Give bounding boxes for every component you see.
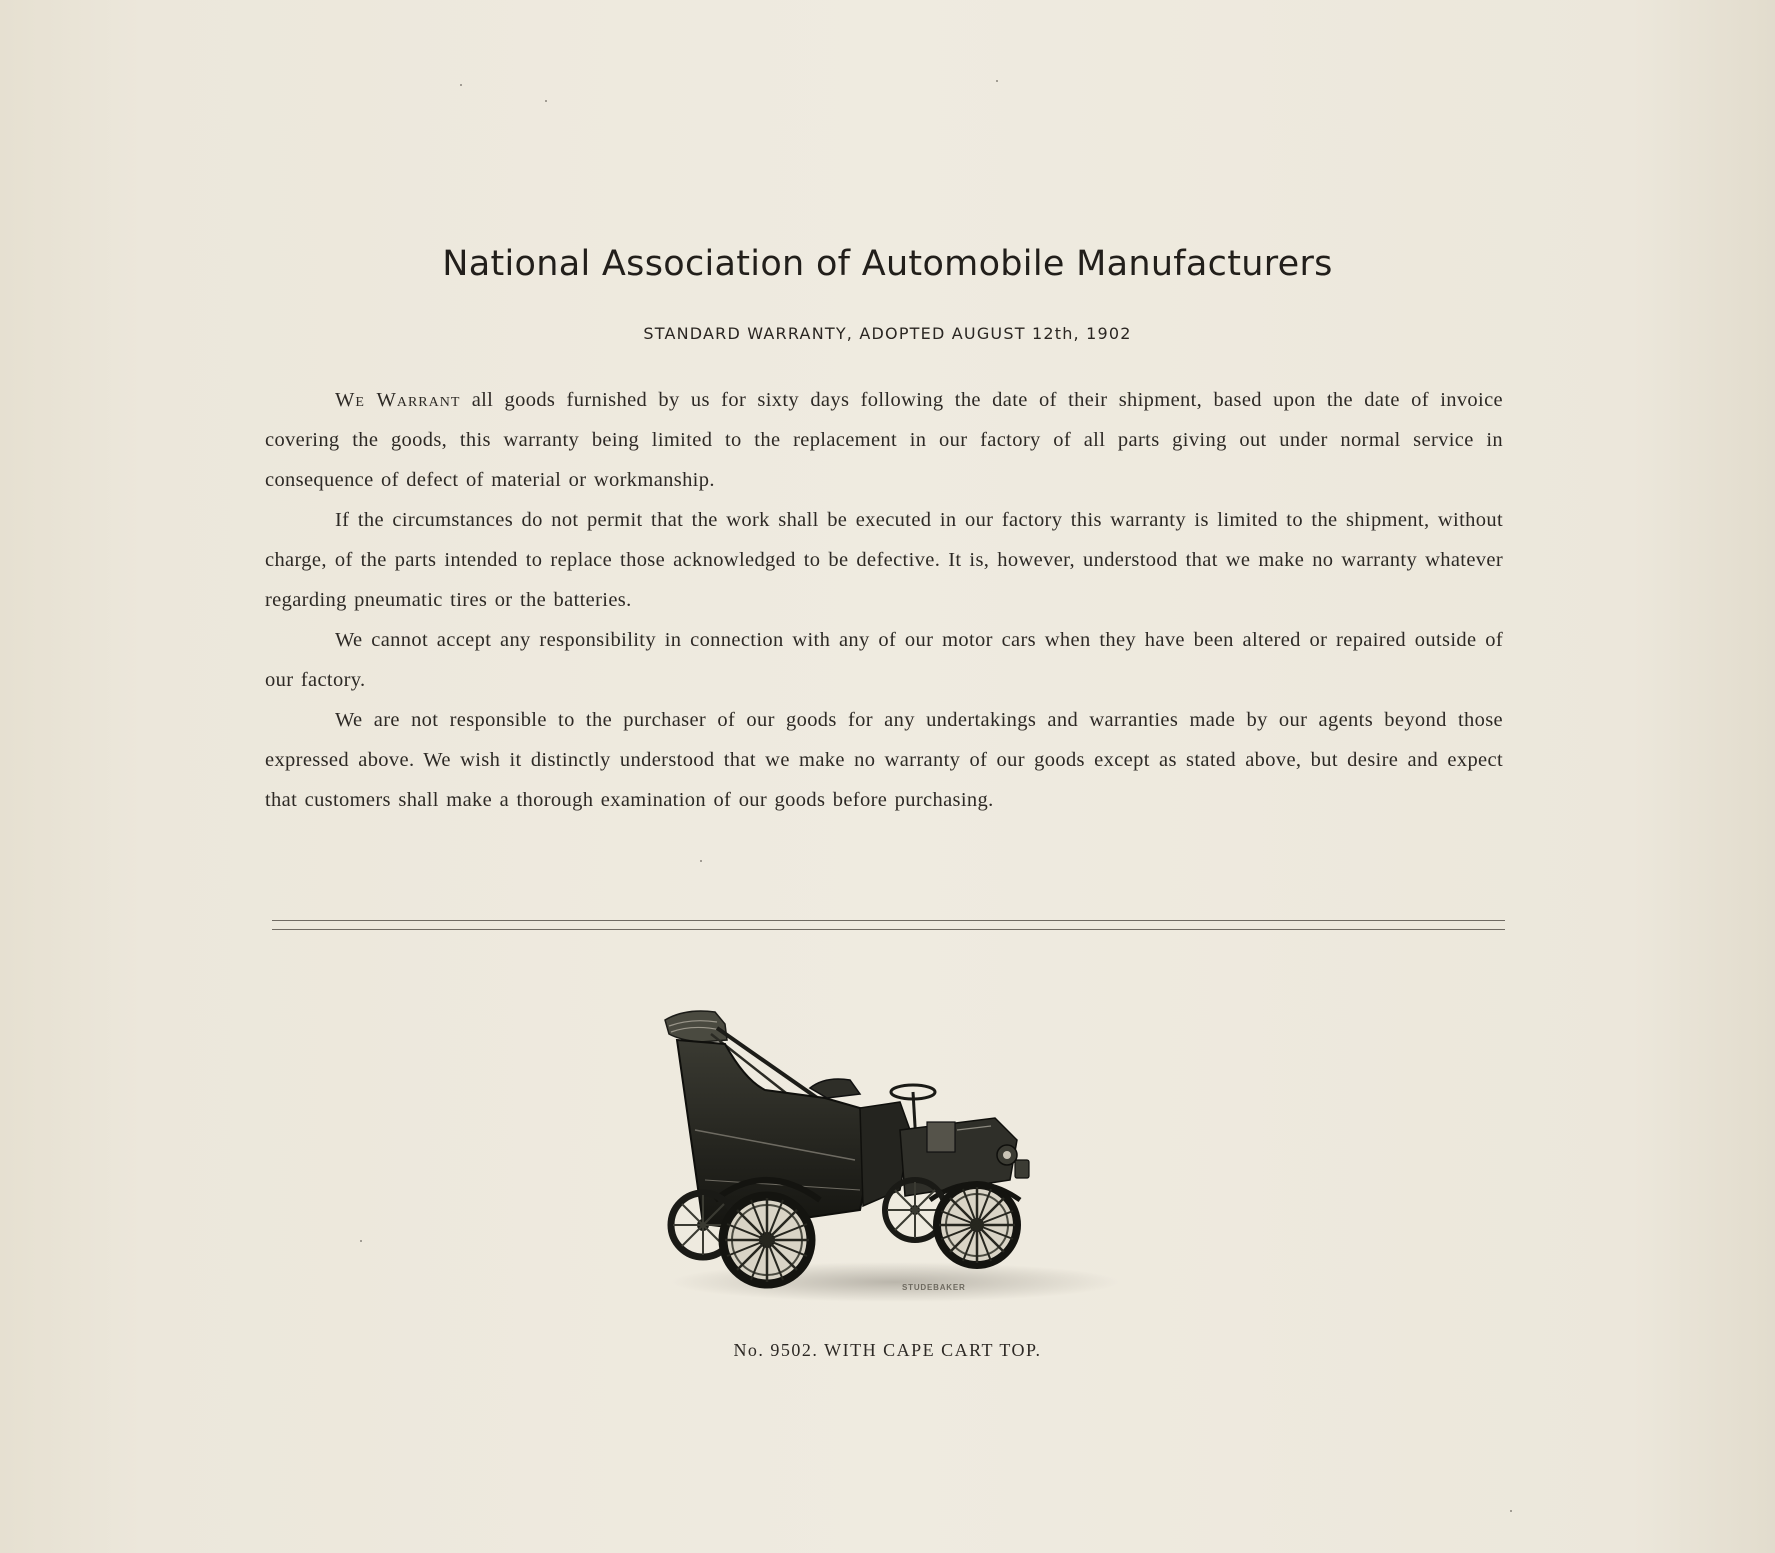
paper-speck [996,80,998,82]
paragraph-text: all goods furnished by us for sixty days following the date of their shipment, based upon the date of invoice covering the goods, this warranty being limited to the replacement in our factory of all parts giving out under normal service in consequence of defect of material or workmanship. [265,389,1503,491]
warranty-paragraph: If the circumstances do not permit that the work shall be executed in our factory this warranty is limited to the shipment, without charge, of the parts intended to replace those acknowledged to be defective. It is, however, understood that we make no warranty whatever regarding pneumatic tires or the batteries. [265,509,1503,611]
illustration-caption: No. 9502. WITH CAPE CART TOP. [733,1340,1042,1360]
paragraph-lead: We Warrant [335,389,461,411]
near-rear-wheel [723,1196,811,1284]
warranty-paragraph: We cannot accept any responsibility in connection with any of our motor cars when they have been altered or repaired outside of our factory. [265,629,1503,691]
page-title: National Association of Automobile Manufacturers [442,244,1333,284]
folded-top-roll [665,1011,727,1042]
paper-speck [1510,1510,1512,1512]
seat-back [810,1079,860,1098]
paper-speck [545,100,547,102]
paper-speck [700,860,702,862]
near-front-wheel [937,1185,1017,1265]
warranty-text [265,380,1503,820]
paper-speck [360,1240,362,1242]
paper-speck [460,84,462,86]
warranty-paragraph [265,380,1503,500]
side-lamp [1015,1160,1029,1178]
hood-box [927,1122,955,1152]
warranty-paragraph: We are not responsible to the purchaser of our goods for any undertakings and warranties made by our agents beyond those expressed above. We wish it distinctly understood that we make no warranty of our goods except as stated above, but desire and expect that customers shall make a thorough examination of our goods before purchasing. [265,709,1503,811]
car-illustration [655,1010,1125,1310]
double-rule-divider [272,920,1505,930]
automobile-illustration [655,1010,1125,1310]
page-subtitle: STANDARD WARRANTY, ADOPTED AUGUST 12th, 1902 [643,324,1132,343]
maker-mark: STUDEBAKER [902,1283,966,1292]
